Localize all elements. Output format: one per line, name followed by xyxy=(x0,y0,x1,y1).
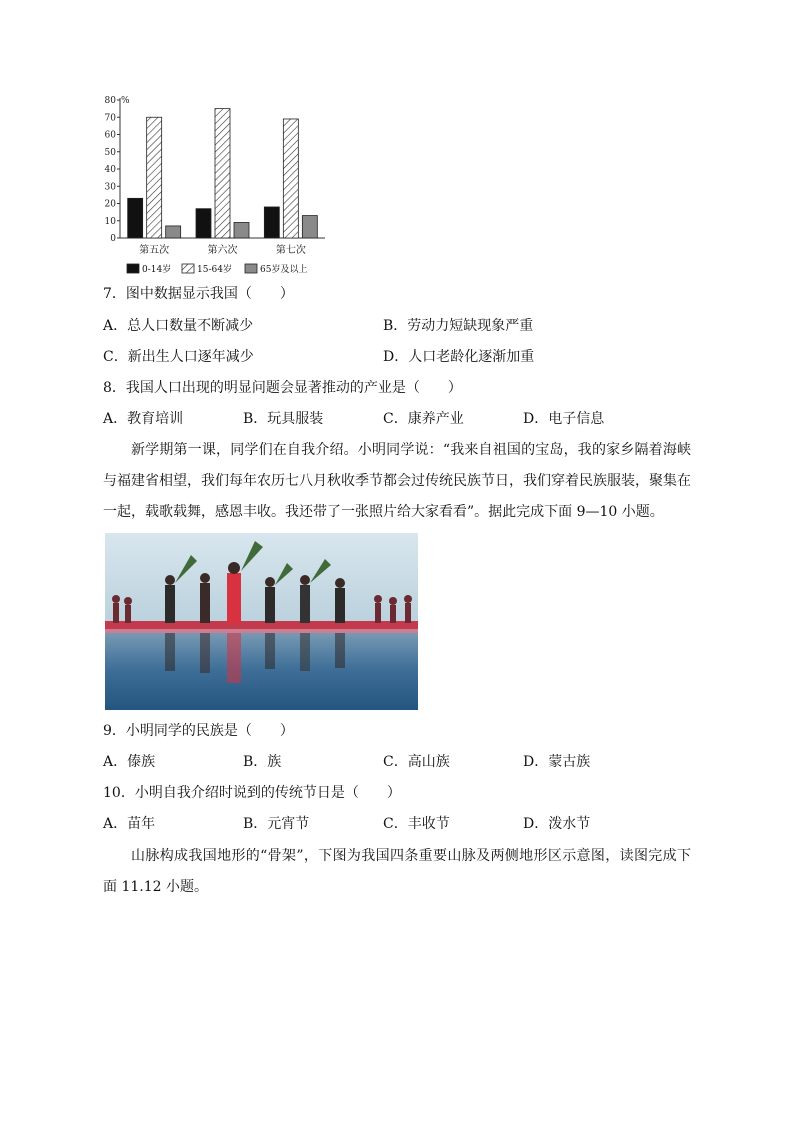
q7-option-a: A．总人口数量不断减少 xyxy=(103,318,254,334)
y-tick-label: 0 xyxy=(110,234,116,244)
bar-3-2 xyxy=(234,222,249,238)
passage-11-12: 山脉构成我国地形的“骨架”，下图为我国四条重要山脉及两侧地形区示意图，读图完成下面 11.12 小题。 xyxy=(103,848,691,895)
q8-stem: 8．我国人口出现的明显问题会显著推动的产业是（ ） xyxy=(103,380,462,396)
q10-option-a: A．苗年 xyxy=(103,816,156,832)
q10-option-c: C．丰收节 xyxy=(383,816,450,832)
q7-option-c: C．新出生人口逐年减少 xyxy=(103,349,254,365)
legend-swatch xyxy=(182,264,194,273)
bar-2-2 xyxy=(215,109,230,238)
q10-stem: 10．小明自我介绍时说到的传统节日是（ ） xyxy=(103,785,401,801)
legend-label: 15-64岁 xyxy=(197,265,232,275)
q9-stem: 9．小明同学的民族是（ ） xyxy=(103,723,294,739)
bar-1-3 xyxy=(264,207,279,238)
q8-option-d: D．电子信息 xyxy=(523,411,605,427)
q9-option-d: D．蒙古族 xyxy=(523,754,591,770)
bar-3-1 xyxy=(166,226,181,238)
y-tick-label: 50 xyxy=(104,147,116,158)
festival-dance-photo xyxy=(105,533,418,710)
legend-swatch xyxy=(127,264,139,273)
q9-option-c: C．高山族 xyxy=(383,754,450,770)
q9-option-b: B．族 xyxy=(243,754,282,770)
legend-label: 65岁及以上 xyxy=(260,265,308,275)
legend-label: 0-14岁 xyxy=(142,265,172,275)
bar-1-1 xyxy=(128,198,143,238)
legend-swatch xyxy=(245,264,257,273)
q10-option-d: D．泼水节 xyxy=(523,816,591,832)
bar-3-3 xyxy=(302,216,317,238)
y-tick-label: 60 xyxy=(104,130,116,141)
x-category-label: 第六次 xyxy=(207,245,238,256)
y-tick-label: 70 xyxy=(104,113,116,124)
bar-2-1 xyxy=(147,117,162,238)
population-bar-chart xyxy=(100,90,340,280)
y-unit-label: % xyxy=(121,96,130,106)
bar-1-2 xyxy=(196,209,211,238)
q9-option-a: A．傣族 xyxy=(103,754,156,770)
y-tick-label: 40 xyxy=(104,165,116,175)
q7-option-d: D．人口老龄化逐渐加重 xyxy=(383,349,535,365)
q8-option-a: A．教育培训 xyxy=(103,411,184,427)
q7-option-b: B．劳动力短缺现象严重 xyxy=(383,318,534,334)
y-tick-label: 80 xyxy=(104,96,116,106)
q8-option-c: C．康养产业 xyxy=(383,411,464,427)
passage-9-10: 新学期第一课，同学们在自我介绍。小明同学说：“我来自祖国的宝岛，我的家乡隔着海峡与福建省相望，我们每年农历七八月秋收季节都会过传统民族节日，我们穿着民族服装，聚集在一起，载歌载舞，感恩丰收。我还带了一张照片给大家看看”。据此完成下面 9—10 小题。 xyxy=(103,442,691,520)
y-tick-label: 30 xyxy=(104,182,116,193)
q10-option-b: B．元宵节 xyxy=(243,816,310,832)
bar-2-3 xyxy=(283,119,298,238)
q7-stem: 7．图中数据显示我国（ ） xyxy=(103,286,294,302)
q8-option-b: B．玩具服装 xyxy=(243,411,324,427)
y-tick-label: 10 xyxy=(104,216,116,227)
x-category-label: 第七次 xyxy=(275,245,306,256)
x-category-label: 第五次 xyxy=(139,245,170,256)
y-tick-label: 20 xyxy=(104,199,116,210)
